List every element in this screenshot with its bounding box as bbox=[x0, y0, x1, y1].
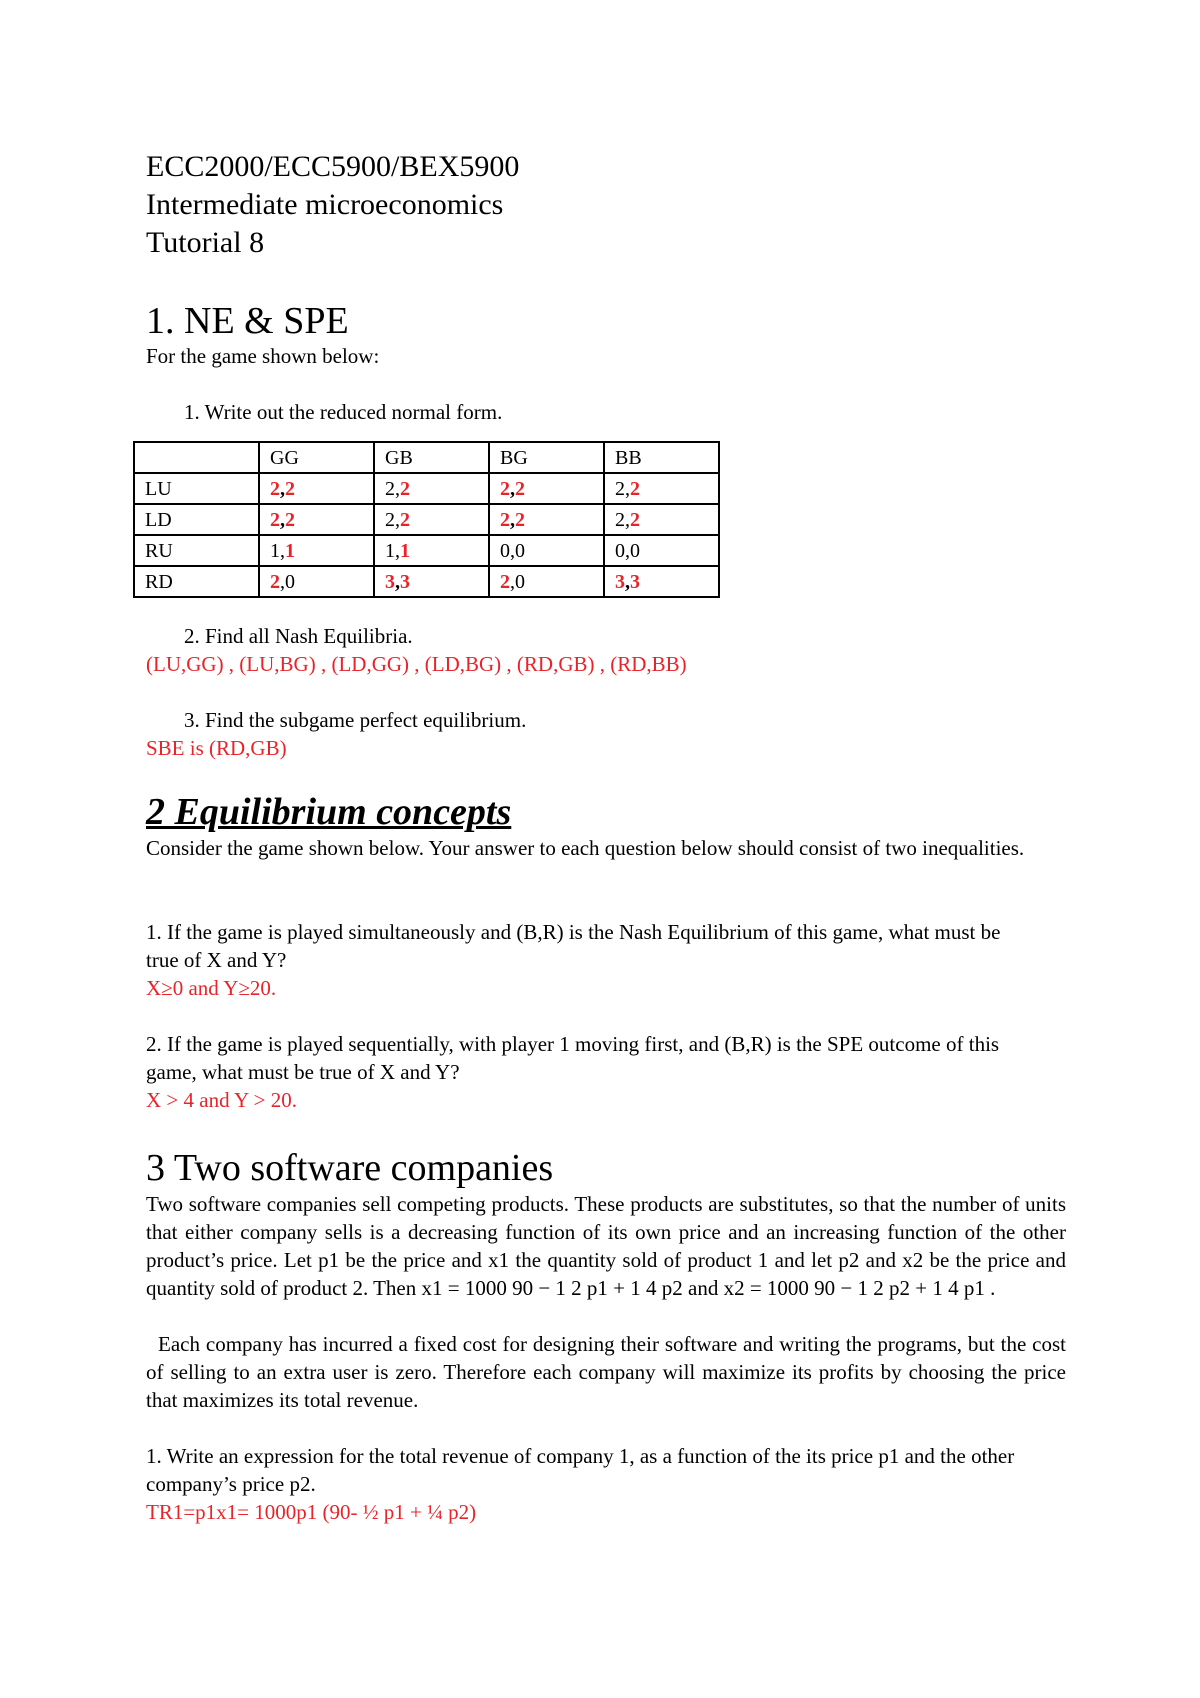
payoff-separator: , bbox=[510, 570, 515, 593]
payoff-player-1: 0 bbox=[500, 539, 510, 562]
section-2-answer-2: X > 4 and Y > 20. bbox=[146, 1088, 298, 1112]
payoff-cell bbox=[489, 566, 604, 597]
payoff-separator: , bbox=[625, 477, 630, 500]
section-2-question-1: 1. If the game is played simultaneously and (B,R) is the Nash Equilibrium of this game, what must be true of X and Y? bbox=[146, 920, 1001, 972]
payoff-cell bbox=[489, 504, 604, 535]
payoff-separator: , bbox=[510, 508, 515, 531]
payoff-cell bbox=[604, 535, 719, 566]
payoff-cell bbox=[374, 504, 489, 535]
payoff-player-1: 2 bbox=[270, 570, 280, 593]
payoff-player-1: 3 bbox=[615, 570, 625, 593]
section-1-intro: For the game shown below: bbox=[146, 344, 380, 368]
row-label: LU bbox=[134, 473, 259, 504]
section-3-question-1: 1. Write an expression for the total revenue of company 1, as a function of the its price p1 and the other company’s price p2. bbox=[146, 1444, 1015, 1496]
payoff-cell bbox=[259, 535, 374, 566]
table-row bbox=[134, 473, 719, 504]
payoff-player-2: 2 bbox=[630, 508, 640, 531]
payoff-separator: , bbox=[395, 570, 400, 593]
table-row bbox=[134, 535, 719, 566]
section-3-paragraph-2: Each company has incurred a fixed cost for designing their software and writing the programs, but the cost of selling to an extra user is zero. Therefore each company will maximize its profits by choosing the price that maximizes its total revenue. bbox=[146, 1332, 1066, 1412]
column-header: BG bbox=[489, 442, 604, 473]
payoff-separator: , bbox=[510, 539, 515, 562]
payoff-player-2: 2 bbox=[285, 477, 295, 500]
section-1-answer-3: SBE is (RD,GB) bbox=[146, 736, 287, 760]
document-header bbox=[146, 148, 1066, 262]
payoff-cell bbox=[259, 566, 374, 597]
payoff-separator: , bbox=[395, 477, 400, 500]
section-3-heading: 3 Two software companies bbox=[146, 1147, 554, 1189]
payoff-player-2: 0 bbox=[515, 570, 525, 593]
tutorial-number: Tutorial 8 bbox=[146, 226, 265, 259]
section-2-intro: Consider the game shown below. Your answer to each question below should consist of two inequalities. bbox=[146, 836, 1025, 860]
payoff-player-2: 2 bbox=[630, 477, 640, 500]
section-2-heading: 2 Equilibrium concepts bbox=[146, 791, 512, 833]
payoff-separator: , bbox=[280, 477, 285, 500]
payoff-player-1: 2 bbox=[270, 477, 280, 500]
payoff-separator: , bbox=[625, 508, 630, 531]
payoff-player-2: 1 bbox=[400, 539, 410, 562]
section-1-question-2: 2. Find all Nash Equilibria. bbox=[184, 624, 413, 648]
payoff-player-1: 2 bbox=[500, 570, 510, 593]
payoff-player-1: 3 bbox=[385, 570, 395, 593]
payoff-player-1: 1 bbox=[270, 539, 280, 562]
course-title: Intermediate microeconomics bbox=[146, 188, 504, 221]
payoff-cell bbox=[604, 473, 719, 504]
payoff-cell bbox=[604, 566, 719, 597]
payoff-player-2: 2 bbox=[400, 508, 410, 531]
section-1-heading: 1. NE & SPE bbox=[146, 300, 349, 342]
payoff-separator: , bbox=[280, 570, 285, 593]
payoff-separator: , bbox=[280, 539, 285, 562]
payoff-cell bbox=[259, 504, 374, 535]
column-header: GB bbox=[374, 442, 489, 473]
payoff-separator: , bbox=[395, 539, 400, 562]
payoff-player-2: 0 bbox=[630, 539, 640, 562]
payoff-player-1: 1 bbox=[385, 539, 395, 562]
section-3-paragraph-1: Two software companies sell competing products. These products are substitutes, so that the number of units that either company sells is a decreasing function of its own price and an increasing function of the other product’s price. Let p1 be the price and x1 the quantity sold of product 1 and let p2 and x2 be the price and quantity sold of product 2. Then x1 = 1000 90 − 1 2 p1 + 1 4 p2 and x2 = 1000 90 − 1 2 p2 + 1 4 p1 . bbox=[146, 1192, 1066, 1300]
table-row bbox=[134, 566, 719, 597]
row-label: RD bbox=[134, 566, 259, 597]
normal-form-table bbox=[133, 441, 720, 598]
payoff-player-2: 2 bbox=[515, 508, 525, 531]
payoff-player-1: 2 bbox=[270, 508, 280, 531]
column-header: GG bbox=[259, 442, 374, 473]
payoff-cell bbox=[259, 473, 374, 504]
payoff-player-1: 0 bbox=[615, 539, 625, 562]
payoff-player-1: 2 bbox=[615, 477, 625, 500]
payoff-player-1: 2 bbox=[500, 477, 510, 500]
section-2-answer-1: X≥0 and Y≥20. bbox=[146, 976, 277, 1000]
payoff-player-2: 2 bbox=[400, 477, 410, 500]
payoff-player-2: 3 bbox=[630, 570, 640, 593]
payoff-separator: , bbox=[280, 508, 285, 531]
payoff-separator: , bbox=[395, 508, 400, 531]
payoff-separator: , bbox=[625, 570, 630, 593]
payoff-separator: , bbox=[625, 539, 630, 562]
payoff-separator: , bbox=[510, 477, 515, 500]
payoff-player-2: 3 bbox=[400, 570, 410, 593]
section-1-question-1: 1. Write out the reduced normal form. bbox=[184, 400, 503, 424]
section-3-answer-1: TR1=p1x1= 1000p1 (90- ½ p1 + ¼ p2) bbox=[146, 1500, 477, 1524]
payoff-player-2: 0 bbox=[285, 570, 295, 593]
payoff-cell bbox=[489, 473, 604, 504]
payoff-cell bbox=[489, 535, 604, 566]
payoff-player-1: 2 bbox=[385, 477, 395, 500]
payoff-cell bbox=[604, 504, 719, 535]
section-1-question-3: 3. Find the subgame perfect equilibrium. bbox=[184, 708, 527, 732]
payoff-player-2: 2 bbox=[515, 477, 525, 500]
payoff-cell bbox=[374, 566, 489, 597]
row-label: LD bbox=[134, 504, 259, 535]
section-1-answer-2: (LU,GG) , (LU,BG) , (LD,GG) , (LD,BG) , (RD,GB) , (RD,BB) bbox=[146, 652, 687, 676]
payoff-cell bbox=[374, 535, 489, 566]
payoff-player-2: 2 bbox=[285, 508, 295, 531]
payoff-player-1: 2 bbox=[385, 508, 395, 531]
payoff-player-1: 2 bbox=[615, 508, 625, 531]
payoff-cell bbox=[374, 473, 489, 504]
payoff-player-1: 2 bbox=[500, 508, 510, 531]
row-label: RU bbox=[134, 535, 259, 566]
column-header: BB bbox=[604, 442, 719, 473]
section-2-question-2: 2. If the game is played sequentially, with player 1 moving first, and (B,R) is the SPE outcome of this game, what must be true of X and Y? bbox=[146, 1032, 1000, 1084]
table-header-row bbox=[134, 442, 719, 473]
payoff-player-2: 1 bbox=[285, 539, 295, 562]
payoff-player-2: 0 bbox=[515, 539, 525, 562]
table-row bbox=[134, 504, 719, 535]
table-corner-cell bbox=[134, 442, 259, 473]
course-code: ECC2000/ECC5900/BEX5900 bbox=[146, 150, 520, 183]
